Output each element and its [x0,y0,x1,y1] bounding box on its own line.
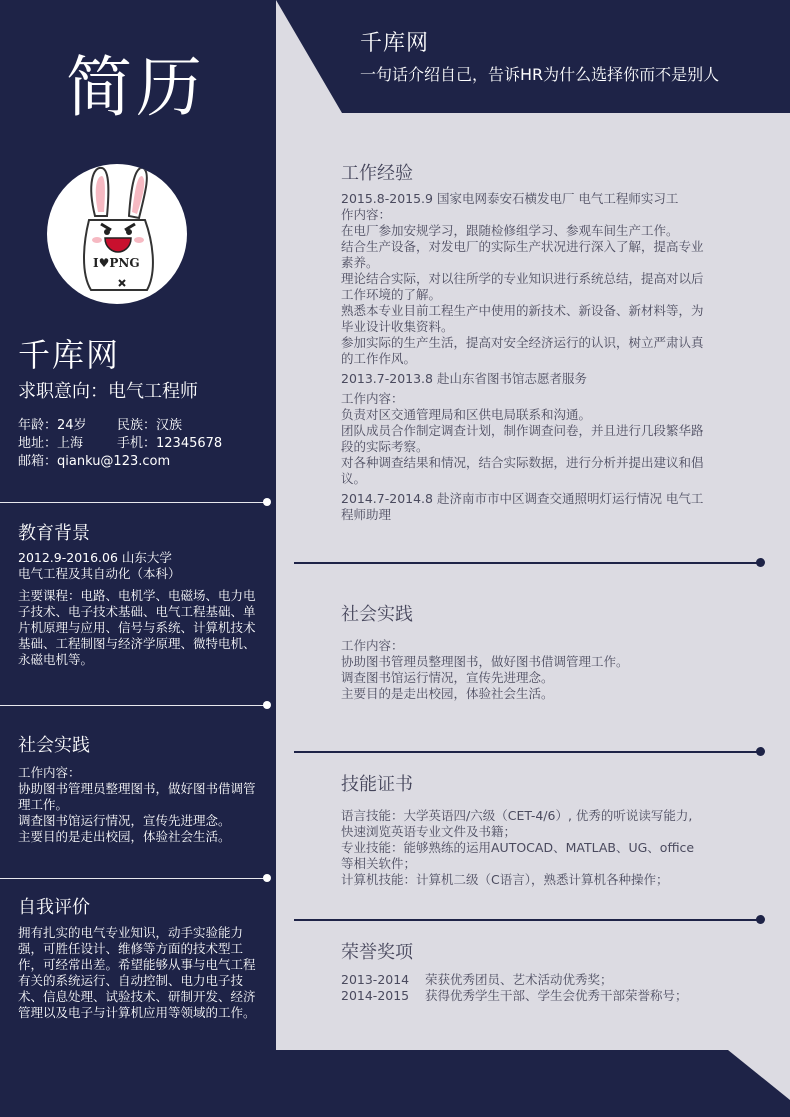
work-title: 工作经验 [341,163,413,184]
divider [0,502,266,503]
divider [0,705,266,706]
divider [0,878,266,879]
job-line: 在电厂参加安规学习，跟随检修组学习、参观车间生产工作。 [341,223,679,238]
job-line: 结合生产设备，对发电厂的实际生产状况进行深入了解，提高专业素养。 [341,239,704,270]
info-email: 邮箱：qianku@123.com [18,454,171,469]
job-line: 熟悉本专业目前工程生产中使用的新技术、新设备、新材料等，为毕业设计收集资料。 [341,303,704,334]
info-age: 年龄：24岁 [18,418,87,433]
honor-line: 2014-2015 获得优秀学生干部、学生会优秀干部荣誉称号； [341,988,688,1003]
divider-dot [263,874,271,882]
practice-line: 调查图书馆运行情况，宣传先进理念。 [341,670,554,685]
resume-title: 简历 [66,49,206,126]
job-line: 理论结合实际，对以往所学的专业知识进行系统总结，提高对以后工作环境的了解。 [341,271,704,302]
honor-line: 2013-2014 荣获优秀团员、艺术活动优秀奖； [341,972,613,987]
education-title: 教育背景 [18,523,90,544]
self-eval-title: 自我评价 [18,897,90,918]
info-address: 地址：上海 [18,436,84,451]
info-phone: 手机：12345678 [117,436,223,451]
footer-banner [276,1050,790,1117]
education-line: 电气工程及其自动化（本科） [18,566,181,581]
practice-title-left: 社会实践 [18,735,90,756]
divider [294,919,760,921]
work-content [341,191,711,523]
divider-dot [263,701,271,709]
skill-line: 计算机技能：计算机二级（C语言），熟悉计算机各种操作； [341,872,669,887]
honors-content [341,972,711,1004]
education-content [18,550,263,668]
skill-line: 专业技能：能够熟练的运用AUTOCAD、MATLAB、UG、office等相关软件； [341,840,695,871]
job-line: 参加实际的生产生活，提高对安全经济运行的认识，树立严肃认真的工作作风。 [341,335,704,366]
education-line: 2012.9-2016.06 山东大学 [18,550,172,565]
job-line: 负责对区交通管理局和区供电局联系和沟通。 [341,407,592,422]
divider-dot [756,558,765,567]
header-slogan: 一句话介绍自己，告诉HR为什么选择你而不是别人 [360,65,720,84]
practice-line: 主要目的是走出校园，体验社会生活。 [18,829,231,844]
job-line: 对各种调查结果和情况，结合实际数据，进行分析并提出建议和倡议。 [341,455,704,486]
skills-content [341,808,706,888]
practice-line: 协助图书管理员整理图书，做好图书借调管理工作。 [341,654,629,669]
practice-line: 协助图书管理员整理图书，做好图书借调管理工作。 [18,781,256,812]
practice-content [341,638,711,702]
education-courses: 主要课程：电路、电机学、电磁场、电力电子技术、电子技术基础、电气工程基础、单片机原理与应用、信号与系统、计算机技术基础、工程制图与经济学原理、微特电机、永磁电机等。 [18,588,256,667]
divider-dot [263,498,271,506]
job-line: 团队成员合作制定调查计划，制作调查问卷，并且进行几段繁华路段的实际考察。 [341,423,704,454]
practice-line: 调查图书馆运行情况，宣传先进理念。 [18,813,231,828]
avatar-label: I♥PNG [93,256,140,270]
divider-dot [756,747,765,756]
self-eval-text: 拥有扎实的电气专业知识，动手实验能力强，可胜任设计、维修等方面的技术型工作，可经常出差。希望能够从事与电气工程有关的系统运行、自动控制、电力电子技术、信息处理、试验技术、研制开发、经济管理以及电子与计算机应用等领域的工作。 [18,925,256,1020]
job-line: 工作内容： [341,391,404,406]
job-intent: 求职意向：电气工程师 [18,381,198,402]
left-sidebar [0,0,276,1117]
rabbit-mascot-icon [47,164,187,304]
divider [294,562,760,564]
info-ethnicity: 民族：汉族 [117,418,183,433]
practice-line: 工作内容： [341,638,404,653]
divider [294,751,760,753]
header-banner [276,0,790,113]
practice-line: 主要目的是走出校园，体验社会生活。 [341,686,554,701]
divider-dot [756,915,765,924]
practice-content-left [18,765,263,845]
job-title: 2013.7-2013.8 赴山东省图书馆志愿者服务 [341,371,587,386]
honors-title: 荣誉奖项 [341,942,413,963]
header-name: 千库网 [360,31,430,56]
job-title: 2015.8-2015.9 国家电网泰安石横发电厂 电气工程师实习工 [341,191,679,206]
practice-title: 社会实践 [341,604,413,625]
avatar [47,164,187,304]
practice-line: 工作内容： [18,765,81,780]
skill-line: 语言技能：大学英语四/六级（CET-4/6）, 优秀的听说读写能力, 快速浏览英语专业文件及书籍； [341,808,693,839]
job-title: 2014.7-2014.8 赴济南市市中区调查交通照明灯运行情况 电气工程师助理 [341,491,704,522]
skills-title: 技能证书 [341,774,413,795]
job-line: 作内容： [341,207,392,222]
left-name: 千库网 [18,336,121,374]
